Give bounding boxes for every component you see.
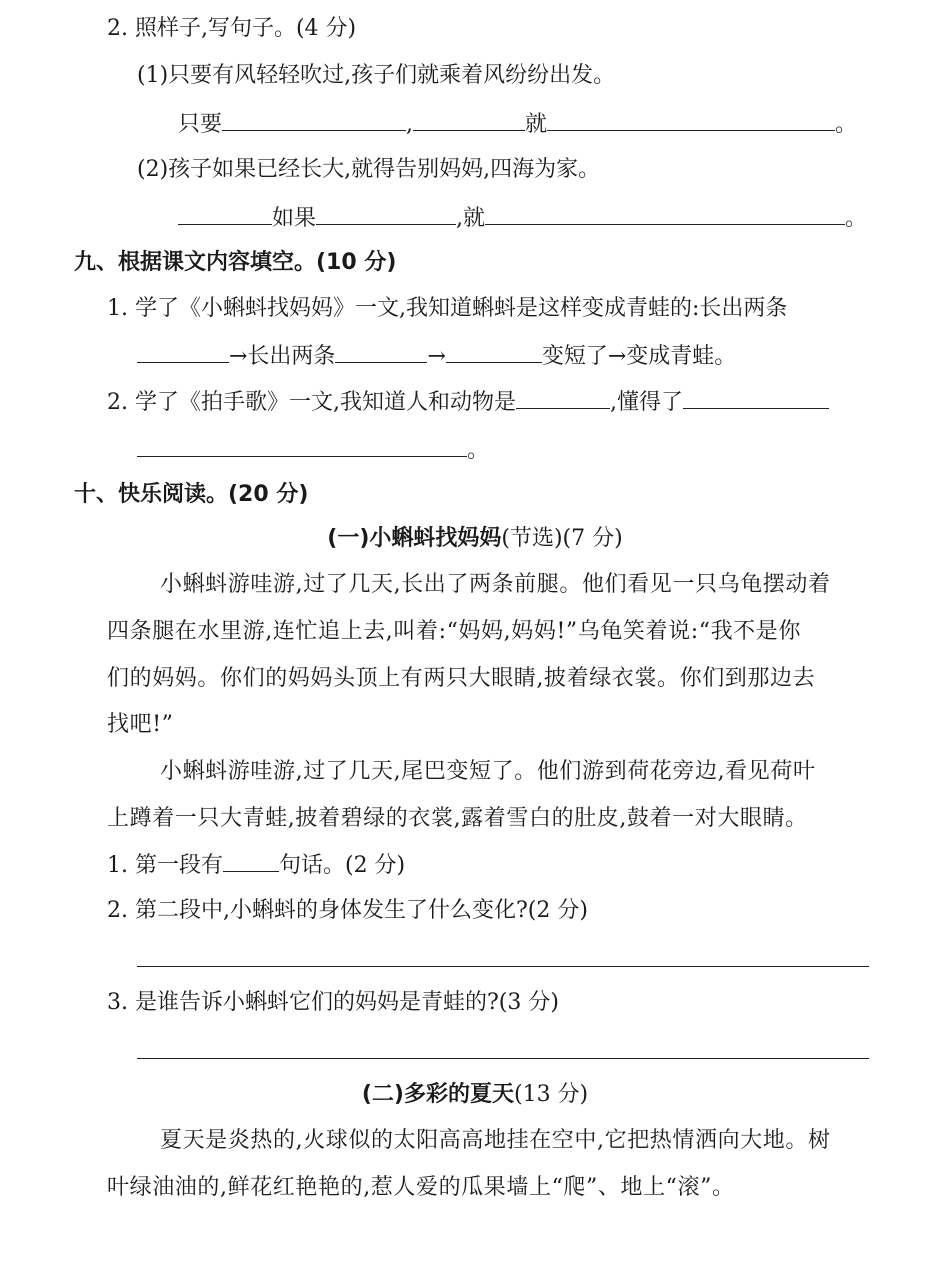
answer-line[interactable] xyxy=(137,1058,869,1059)
sec10-q1 xyxy=(107,849,405,881)
answer-blank[interactable] xyxy=(547,108,835,131)
passage-1-line: 们的妈妈。你们的妈妈头顶上有两只大眼睛,披着绿衣裳。你们到那边去 xyxy=(107,666,816,691)
arrow-text-c: 变短了→变成青蛙。 xyxy=(541,344,737,369)
passage-2-title-sub: (13 分) xyxy=(513,1082,589,1107)
word-ruguo: 如果 xyxy=(272,206,317,231)
q8-2-answer-row-1 xyxy=(178,108,857,140)
period: 。 xyxy=(835,112,858,137)
section-9-heading: 九、根据课文内容填空。(10 分) xyxy=(74,250,397,275)
passage-1-line: 小蝌蚪游哇游,过了几天,长出了两条前腿。他们看见一只乌龟摆动着 xyxy=(160,572,831,597)
word-jiu: 就 xyxy=(525,112,548,137)
answer-blank[interactable] xyxy=(485,202,845,225)
q8-2-example-1: (1)只要有风轻轻吹过,孩子们就乘着风纷纷出发。 xyxy=(137,63,616,88)
answer-blank[interactable] xyxy=(137,434,467,457)
answer-blank[interactable] xyxy=(178,202,272,225)
passage-2-title-main: (二)多彩的夏天 xyxy=(361,1082,514,1107)
q8-2-example-2: (2)孩子如果已经长大,就得告别妈妈,四海为家。 xyxy=(137,157,601,182)
answer-blank[interactable] xyxy=(446,340,542,363)
period: 。 xyxy=(467,438,490,463)
answer-blank[interactable] xyxy=(222,108,406,131)
passage-1-line: 小蝌蚪游哇游,过了几天,尾巴变短了。他们游到荷花旁边,看见荷叶 xyxy=(160,759,816,784)
sec9-q2-text: 2. 学了《拍手歌》一文,我知道人和动物是 xyxy=(107,390,516,415)
passage-1-line: 上蹲着一只大青蛙,披着碧绿的衣裳,露着雪白的肚皮,鼓着一对大眼睛。 xyxy=(107,806,808,831)
passage-2-title xyxy=(0,1080,950,1110)
answer-blank[interactable] xyxy=(223,849,279,872)
answer-blank[interactable] xyxy=(335,340,427,363)
sec10-q1-text-a: 1. 第一段有 xyxy=(107,853,223,878)
q8-2-answer-row-2 xyxy=(178,202,867,234)
passage-1-title-sub: (节选)(7 分) xyxy=(501,526,623,551)
answer-line[interactable] xyxy=(137,966,869,967)
comma: , xyxy=(406,112,414,137)
passage-1-title-main: (一)小蝌蚪找妈妈 xyxy=(327,526,502,551)
arrow-text-a: →长出两条 xyxy=(229,344,336,369)
passage-2-line: 夏天是炎热的,火球似的太阳高高地挂在空中,它把热情洒向大地。树 xyxy=(160,1128,831,1153)
arrow-text-b: → xyxy=(427,344,446,369)
word-jiu: ,就 xyxy=(456,206,486,231)
answer-blank[interactable] xyxy=(137,340,229,363)
sec9-q2-mid: ,懂得了 xyxy=(609,390,683,415)
sec9-q1-line2 xyxy=(137,340,736,372)
q8-2-title: 2. 照样子,写句子。(4 分) xyxy=(107,16,357,41)
passage-1-line: 四条腿在水里游,连忙追上去,叫着:“妈妈,妈妈!”乌龟笑着说:“我不是你 xyxy=(107,619,801,644)
word-zhiyao: 只要 xyxy=(178,112,223,137)
sec10-q1-text-b: 句话。(2 分) xyxy=(278,853,406,878)
sec9-q1-line1: 1. 学了《小蝌蚪找妈妈》一文,我知道蝌蚪是这样变成青蛙的:长出两条 xyxy=(107,296,788,321)
sec9-q2-line1 xyxy=(107,386,829,418)
section-10-heading: 十、快乐阅读。(20 分) xyxy=(74,482,309,507)
passage-2-line: 叶绿油油的,鲜花红艳艳的,惹人爱的瓜果墙上“爬”、地上“滚”。 xyxy=(107,1175,735,1200)
answer-blank[interactable] xyxy=(316,202,456,225)
period: 。 xyxy=(845,206,868,231)
sec10-q2: 2. 第二段中,小蝌蚪的身体发生了什么变化?(2 分) xyxy=(107,898,588,923)
sec9-q2-line2 xyxy=(137,434,489,466)
passage-1-line: 找吧!” xyxy=(107,712,174,737)
answer-blank[interactable] xyxy=(413,108,525,131)
answer-blank[interactable] xyxy=(516,386,610,409)
answer-blank[interactable] xyxy=(683,386,829,409)
passage-1-title xyxy=(0,524,950,554)
sec10-q3: 3. 是谁告诉小蝌蚪它们的妈妈是青蛙的?(3 分) xyxy=(107,990,559,1015)
